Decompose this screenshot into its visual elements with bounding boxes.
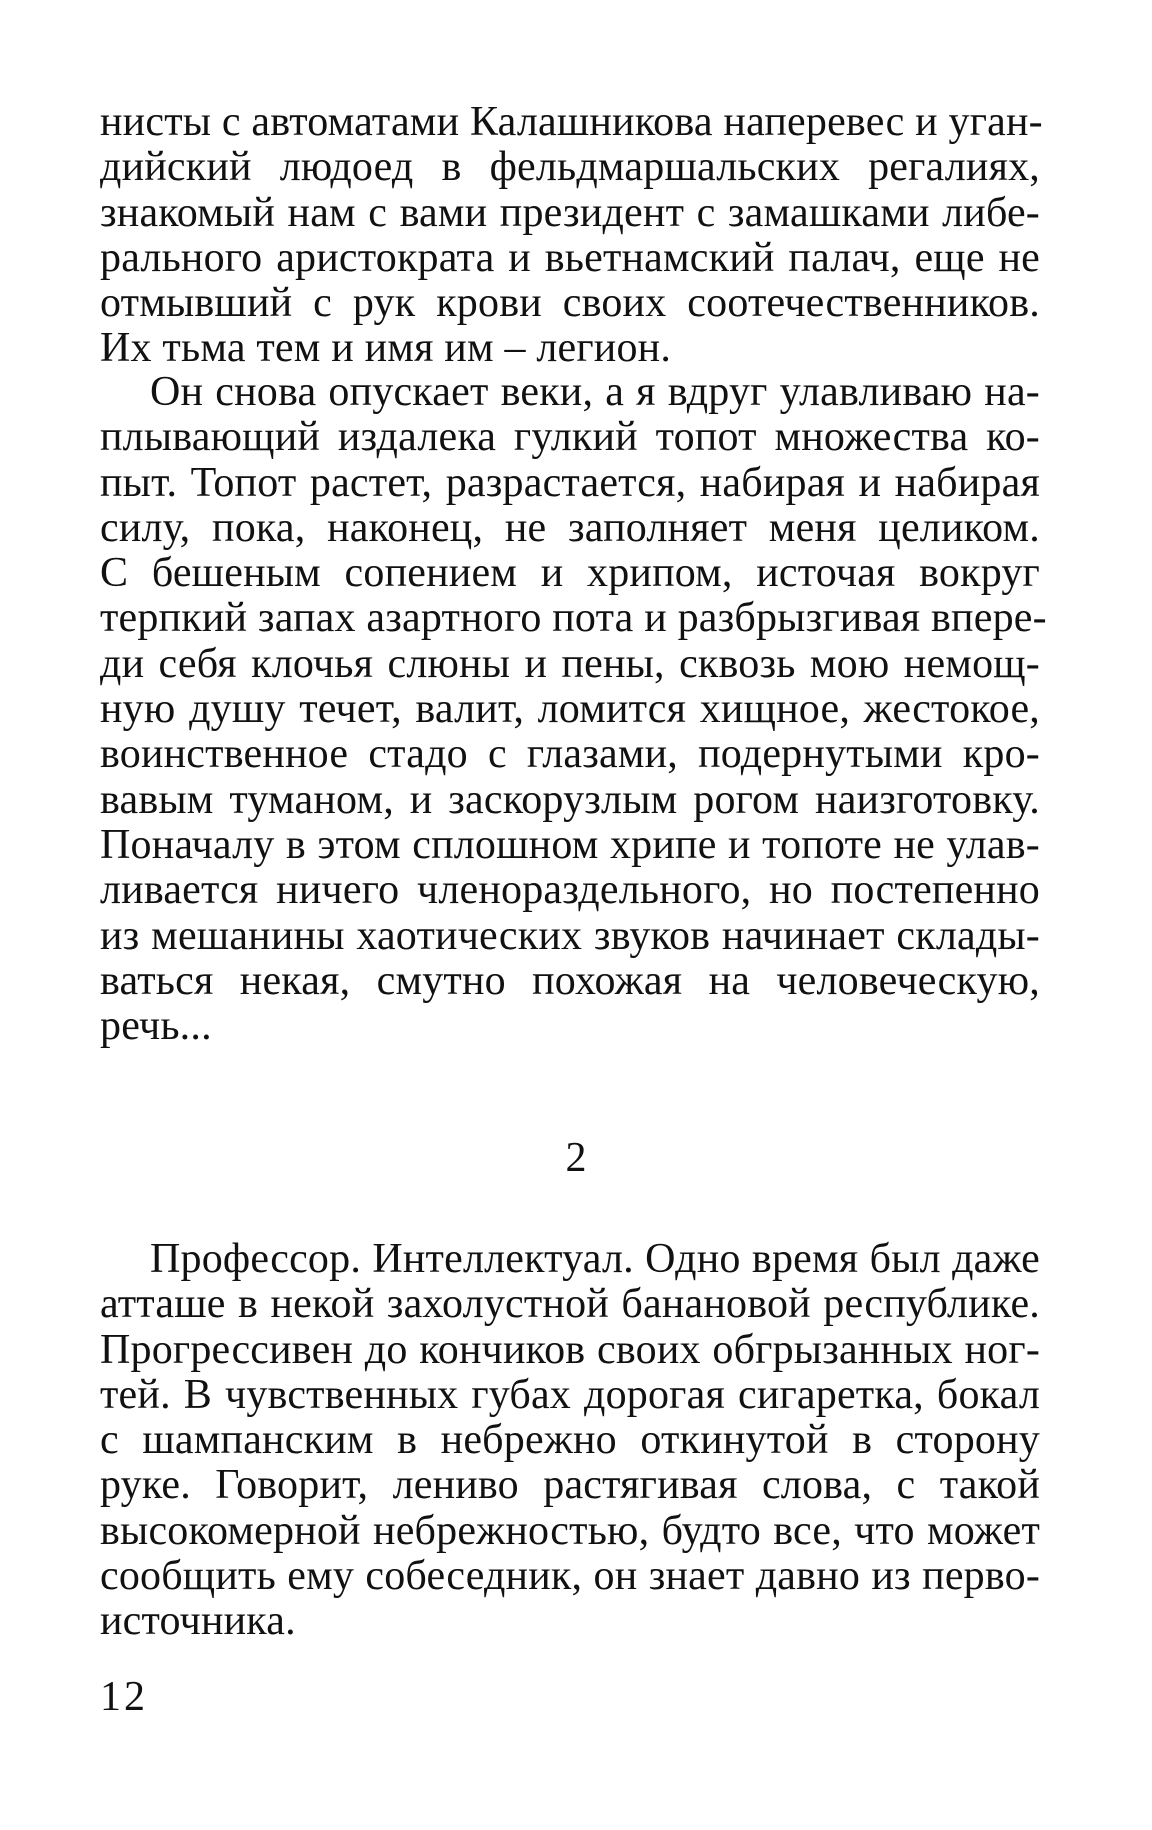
- text-line: из мешанины хаотических звуков начинает склады-: [100, 912, 1040, 959]
- text-line: рального аристократа и вьетнамский палач, еще не: [100, 234, 1040, 281]
- text-line: с шампанским в небрежно откинутой в сторону: [100, 1417, 1040, 1464]
- text-line: Поначалу в этом сплошном хрипе и топоте не улав-: [100, 821, 1040, 868]
- text-line: руке. Говорит, лениво растягивая слова, с такой: [100, 1462, 1040, 1509]
- text-line: дийский людоед в фельдмаршальских регалиях,: [100, 144, 1040, 191]
- paragraph: [100, 1237, 1040, 1645]
- text-line: плывающий издалека гулкий топот множества ко-: [100, 414, 1040, 461]
- paragraph: [100, 369, 1047, 1050]
- paragraph-continuation: [100, 99, 1043, 372]
- text-line: Их тьма тем и имя им – легион.: [100, 325, 672, 372]
- chapter-number: 2: [565, 1135, 587, 1181]
- text-line: ди себя клочья слюны и пены, сквозь мою немощ-: [100, 640, 1040, 687]
- text-line: отмывший с рук крови своих соотечественников.: [100, 280, 1040, 327]
- text-line: Он снова опускает веки, а я вдруг улавливаю на-: [150, 369, 1040, 415]
- text-line: терпкий запах азартного пота и разбрызгивая впере-: [100, 595, 1047, 642]
- text-line: Профессор. Интеллектуал. Одно время был даже: [150, 1236, 1040, 1282]
- text-line: атташе в некой захолустной банановой республике.: [100, 1281, 1040, 1328]
- text-line: сообщить ему собеседник, он знает давно из перво-: [100, 1553, 1040, 1600]
- page-number: 12: [100, 1674, 148, 1720]
- text-line: нисты с автоматами Калашникова наперевес и уган-: [100, 99, 1043, 145]
- text-line: силу, пока, наконец, не заполняет меня целиком.: [100, 504, 1040, 551]
- text-line: воинственное стадо с глазами, подернутыми кро-: [100, 731, 1040, 778]
- text-line: речь...: [100, 1003, 212, 1050]
- text-line: тей. В чувственных губах дорогая сигаретка, бокал: [100, 1371, 1040, 1418]
- text-line: ливается ничего членораздельного, но постепенно: [100, 867, 1040, 914]
- text-line: источника.: [100, 1598, 296, 1645]
- text-line: ную душу течет, валит, ломится хищное, жестокое,: [100, 686, 1040, 733]
- text-line: высокомерной небрежностью, будто все, что может: [100, 1507, 1040, 1554]
- text-line: Прогрессивен до кончиков своих обгрызанных ног-: [100, 1326, 1040, 1373]
- text-line: ваться некая, смутно похожая на человеческую,: [100, 957, 1040, 1004]
- text-line: вавым туманом, и заскорузлым рогом наизготовку.: [100, 776, 1040, 823]
- text-line: С бешеным сопением и хрипом, источая вокруг: [100, 550, 1040, 597]
- text-line: знакомый нам с вами президент с замашками либе-: [100, 189, 1040, 236]
- text-line: пыт. Топот растет, разрастается, набирая и набирая: [100, 459, 1040, 506]
